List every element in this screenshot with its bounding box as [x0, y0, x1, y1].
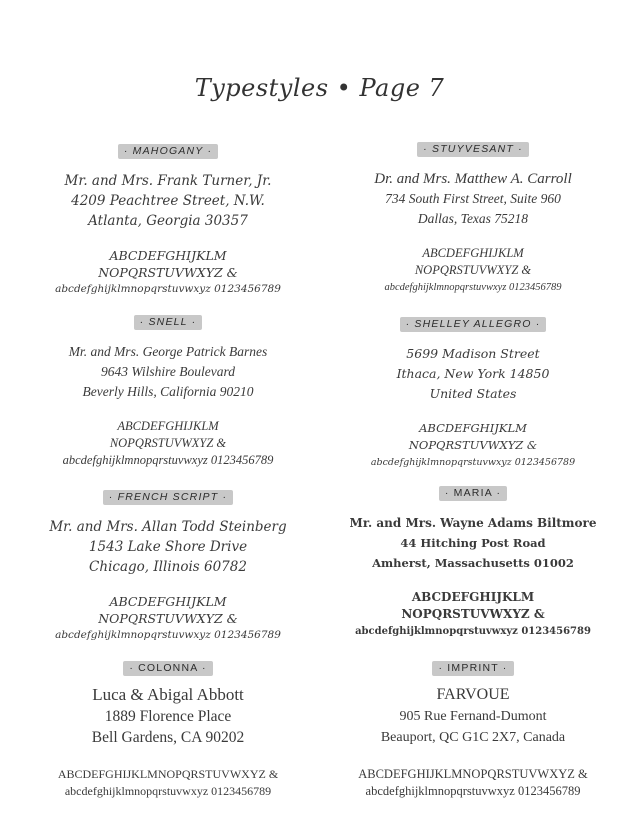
alphabet-lowercase: abcdefghijklmnopqrstuvwxyz 0123456789	[64, 784, 272, 798]
section-label: · SNELL ·	[134, 315, 203, 330]
section-shelley-allegro	[323, 312, 623, 471]
alphabet-lowercase: abcdefghijklmnopqrstuvwxyz 0123456789	[62, 453, 274, 467]
address-line: Dr. and Mrs. Matthew A. Carroll	[374, 171, 572, 187]
section-label: · MARIA ·	[439, 486, 507, 501]
section-french-script	[18, 485, 318, 644]
section-colonna	[18, 658, 318, 800]
alphabet-uppercase-2: NOPQRSTUVWXYZ &	[98, 265, 238, 280]
alphabet-uppercase-2: NOPQRSTUVWXYZ &	[414, 263, 532, 277]
alphabet-uppercase-2: NOPQRSTUVWXYZ &	[98, 611, 238, 626]
address-line: Atlanta, Georgia 30357	[88, 213, 248, 229]
address-line: Mr. and Mrs. Allan Todd Steinberg	[49, 519, 287, 535]
address-line: 5699 Madison Street	[406, 346, 540, 361]
section-mahogany	[18, 139, 318, 298]
address-line: Mr. and Mrs. Wayne Adams Biltmore	[349, 516, 597, 530]
address-line: Mr. and Mrs. Frank Turner, Jr.	[64, 173, 272, 189]
address-line: Luca & Abigal Abbott	[92, 685, 244, 704]
alphabet-uppercase: ABCDEFGHIJKLMNOPQRSTUVWXYZ &	[57, 767, 279, 781]
address-line: 734 South First Street, Suite 960	[385, 191, 561, 206]
address-line: 9643 Wilshire Boulevard	[101, 364, 235, 379]
section-label: · FRENCH SCRIPT ·	[103, 490, 233, 505]
alphabet-lowercase: abcdefghijklmnopqrstuvwxyz 0123456789	[370, 457, 576, 468]
address-line: 4209 Peachtree Street, N.W.	[71, 193, 265, 209]
alphabet-uppercase-2: NOPQRSTUVWXYZ &	[401, 607, 545, 621]
alphabet-uppercase-1: ABCDEFGHIJKLM	[109, 594, 227, 609]
alphabet-uppercase: ABCDEFGHIJKLMNOPQRSTUVWXYZ &	[358, 767, 588, 781]
address-line: United States	[429, 386, 517, 401]
section-label: · STUYVESANT ·	[417, 142, 529, 157]
address-line: Mr. and Mrs. George Patrick Barnes	[68, 344, 268, 359]
address-line: Ithaca, New York 14850	[396, 366, 550, 381]
page-title: Typestyles • Page 7	[194, 74, 445, 102]
address-line: 1543 Lake Shore Drive	[88, 539, 248, 555]
alphabet-uppercase-1: ABCDEFGHIJKLM	[117, 419, 219, 433]
alphabet-lowercase: abcdefghijklmnopqrstuvwxyz 0123456789	[365, 784, 581, 798]
address-line: 905 Rue Fernand-Dumont	[399, 709, 547, 724]
section-imprint	[323, 658, 623, 800]
alphabet-uppercase-2: NOPQRSTUVWXYZ &	[408, 438, 538, 452]
alphabet-uppercase-2: NOPQRSTUVWXYZ &	[109, 436, 227, 450]
alphabet-lowercase: abcdefghijklmnopqrstuvwxyz 0123456789	[384, 282, 562, 293]
address-line: Bell Gardens, CA 90202	[91, 729, 245, 746]
section-stuyvesant	[323, 139, 623, 296]
section-label: · MAHOGANY ·	[118, 144, 218, 159]
alphabet-lowercase: abcdefghijklmnopqrstuvwxyz 0123456789	[355, 626, 591, 637]
section-maria	[323, 485, 623, 640]
address-line: Beverly Hills, California 90210	[82, 384, 254, 399]
section-snell	[18, 312, 318, 469]
alphabet-uppercase-1: ABCDEFGHIJKLM	[419, 421, 527, 435]
address-line: FARVOUE	[436, 686, 510, 703]
address-line: 1889 Florence Place	[104, 708, 232, 725]
address-line: Dallas, Texas 75218	[417, 211, 529, 226]
address-line: Beauport, QC G1C 2X7, Canada	[380, 730, 566, 745]
section-label: · SHELLEY ALLEGRO ·	[400, 317, 547, 332]
alphabet-uppercase-1: ABCDEFGHIJKLM	[109, 248, 227, 263]
address-line: Amherst, Massachusetts 01002	[372, 556, 574, 570]
alphabet-lowercase: abcdefghijklmnopqrstuvwxyz 0123456789	[55, 629, 281, 641]
alphabet-uppercase-1: ABCDEFGHIJKLM	[411, 590, 535, 604]
section-label: · IMPRINT ·	[432, 661, 513, 676]
address-line: Chicago, Illinois 60782	[89, 559, 247, 575]
address-line: 44 Hitching Post Road	[400, 536, 546, 550]
alphabet-lowercase: abcdefghijklmnopqrstuvwxyz 0123456789	[55, 283, 281, 295]
alphabet-uppercase-1: ABCDEFGHIJKLM	[422, 246, 524, 260]
section-label: · COLONNA ·	[123, 661, 212, 676]
